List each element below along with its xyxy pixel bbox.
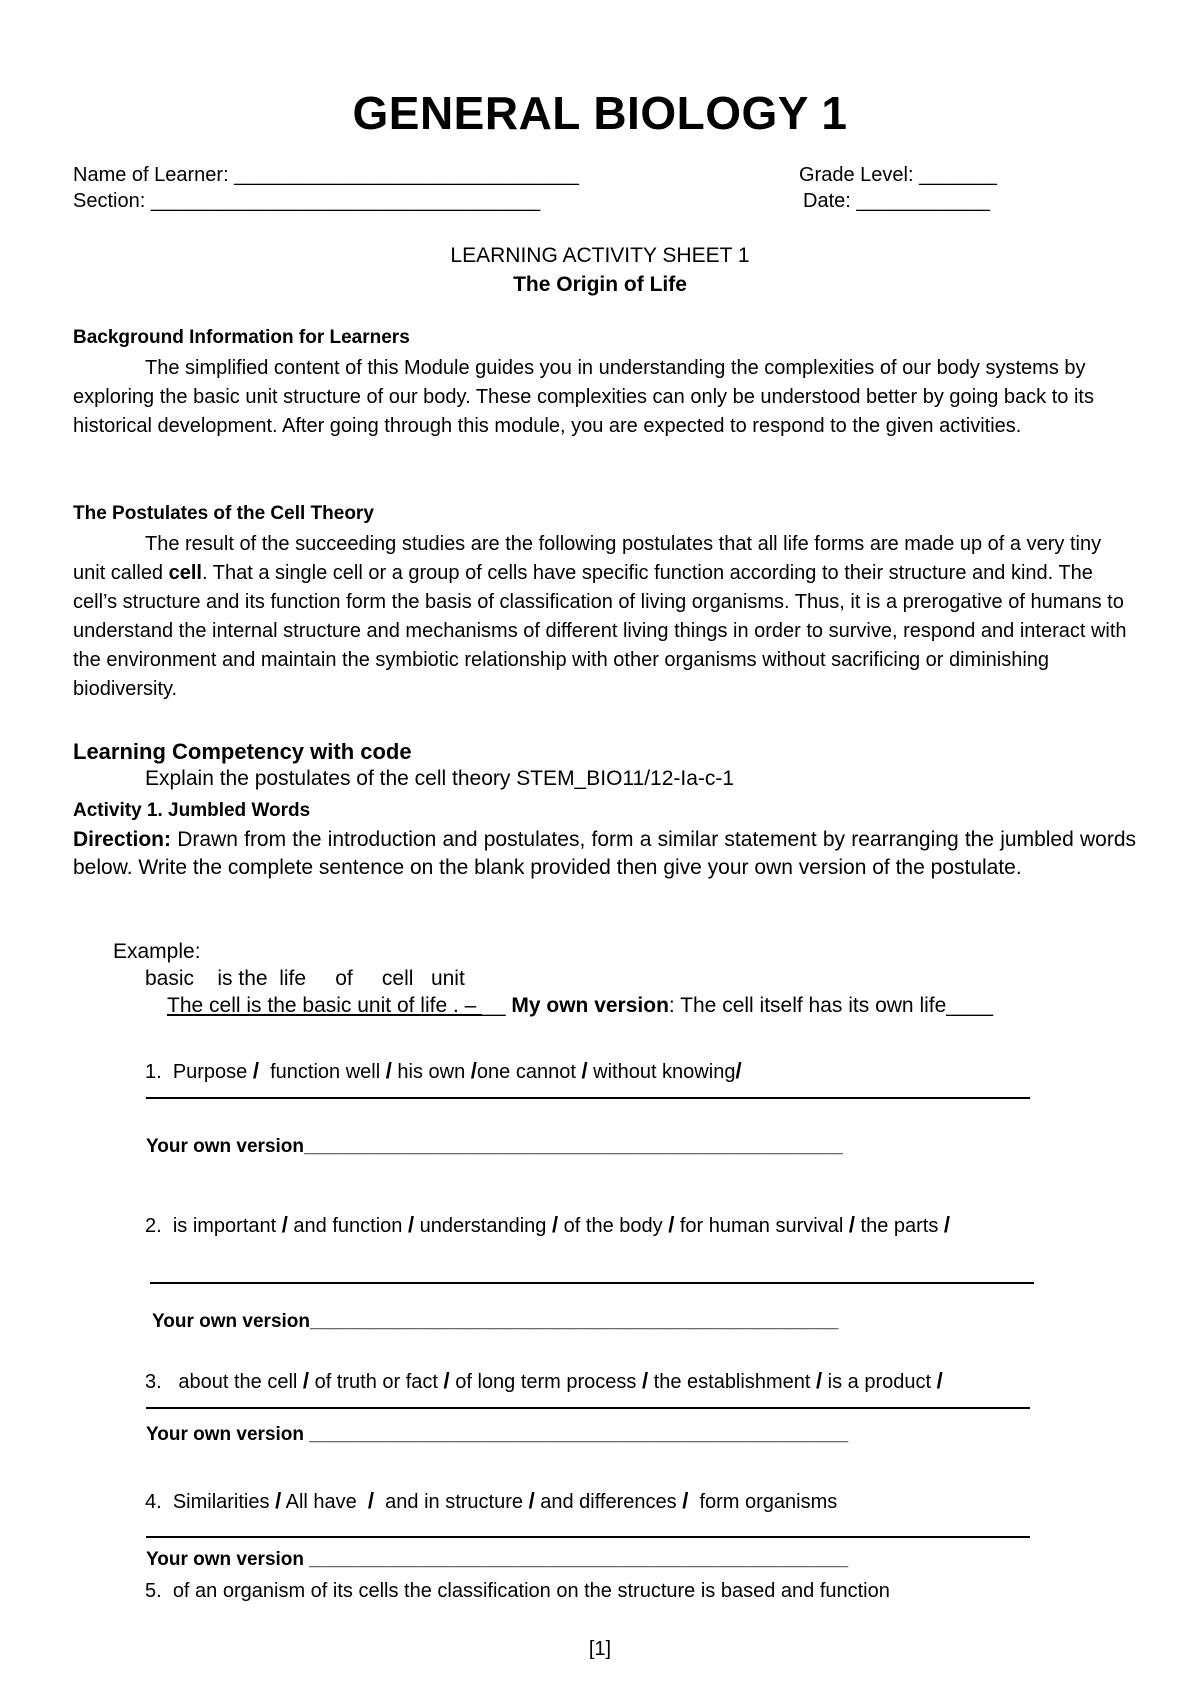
separator: / (275, 1488, 282, 1513)
separator: / (735, 1058, 742, 1083)
background-paragraph (73, 354, 1136, 441)
separator: / (641, 1368, 649, 1393)
item-4-part: Similarities (172, 1491, 276, 1513)
item-4-part: and in structure (374, 1491, 529, 1513)
item-4-part: and differences (534, 1491, 683, 1513)
postulates-text-1: The result of the succeeding studies are the following postulates that all life forms are made up of a very tiny unit called (73, 533, 1102, 584)
separator: / (668, 1212, 675, 1237)
item-2-own-version[interactable]: Your own version__________________________________________________ (152, 1311, 839, 1332)
separator: / (815, 1368, 823, 1393)
item-4-answer-line[interactable] (146, 1536, 1030, 1538)
background-text: The simplified content of this Module guides you in understanding the complexities of our body systems by exploring the basic unit structure of our body. These complexities can only be understood better by going back to its historical development. After going through this module, you are expected to respond to the given activities. (73, 357, 1094, 437)
competency-heading: Learning Competency with code (73, 739, 412, 764)
separator: / (385, 1058, 392, 1083)
item-3 (145, 1368, 943, 1394)
item-5-number: 5. (145, 1580, 162, 1602)
item-5 (145, 1580, 890, 1603)
item-2-part: of the body (558, 1215, 669, 1237)
item-3-own-version[interactable]: Your own version ___________________________________________________ (146, 1424, 849, 1445)
item-3-part: about the cell (178, 1371, 303, 1393)
separator: / (682, 1488, 689, 1513)
example-answer-gap: __ (482, 994, 512, 1017)
item-4-own-version[interactable]: Your own version ___________________________________________________ (146, 1549, 849, 1570)
direction-paragraph (73, 826, 1136, 882)
activity-heading: Activity 1. Jumbled Words (73, 800, 311, 821)
item-2-part: is important (172, 1215, 282, 1237)
separator: / (443, 1368, 450, 1393)
separator: / (281, 1212, 288, 1237)
example-own-text: : The cell itself has its own life____ (668, 994, 994, 1017)
sheet-heading: LEARNING ACTIVITY SHEET 1 (450, 244, 750, 267)
item-4-part: form organisms (688, 1491, 838, 1513)
item-3-number: 3. (145, 1371, 162, 1393)
separator: / (848, 1212, 855, 1237)
document-title: GENERAL BIOLOGY 1 (352, 87, 848, 139)
item-4-number: 4. (145, 1491, 162, 1513)
item-3-part: of long term process (449, 1371, 642, 1393)
separator: / (407, 1212, 415, 1237)
background-heading: Background Information for Learners (73, 327, 410, 348)
direction-label: Direction: (73, 828, 172, 851)
item-4 (145, 1488, 837, 1514)
example-own-label: My own version (511, 994, 669, 1017)
item-3-part: is a product (822, 1371, 937, 1393)
item-1-part: his own (391, 1061, 471, 1083)
separator: / (936, 1368, 943, 1393)
competency-text: Explain the postulates of the cell theory STEM_BIO11/12-Ia-c-1 (145, 767, 735, 790)
separator: / (470, 1058, 477, 1083)
item-1-part: Purpose (172, 1061, 253, 1083)
separator: / (528, 1488, 535, 1513)
item-2-part: and function (287, 1215, 408, 1237)
name-of-learner-field: Name of Learner: _______________________________ (73, 164, 580, 186)
postulates-heading: The Postulates of the Cell Theory (73, 503, 374, 524)
item-2-answer-line[interactable] (150, 1282, 1034, 1284)
separator: / (943, 1212, 951, 1237)
item-3-answer-line[interactable] (146, 1407, 1030, 1409)
example-label: Example: (113, 940, 201, 963)
example-answer: The cell is the basic unit of life . – (167, 994, 483, 1017)
item-1 (145, 1058, 742, 1084)
page-number: [1] (588, 1638, 612, 1660)
item-1-part: without knowing (587, 1061, 736, 1083)
example-answer-line (167, 994, 993, 1018)
section-field: Section: ___________________________________ (73, 190, 541, 212)
postulates-text-2: . That a single cell or a group of cells have specific function according to their structure and kind. The cell’s structure and its function form the basis of classification of living organisms. Thus, it is a prerogative of humans to understand the internal structure and mechanisms of different living things in order to survive, respond and interact with the environment and maintain the symbiotic relationship with other organisms without sacrificing or diminishing biodiversity. (73, 562, 1127, 700)
item-3-part: of truth or fact (309, 1371, 444, 1393)
item-2 (145, 1212, 950, 1238)
item-2-part: understanding (414, 1215, 552, 1237)
grade-level-field: Grade Level: _______ (799, 164, 997, 186)
item-1-number: 1. (145, 1061, 162, 1083)
item-2-part: for human survival (674, 1215, 849, 1237)
separator: / (302, 1368, 310, 1393)
example-jumbled-words: basic is the life of cell unit (145, 967, 465, 990)
separator: / (367, 1488, 375, 1513)
item-2-part: the parts (854, 1215, 944, 1237)
separator: / (581, 1058, 588, 1083)
direction-text: Drawn from the introduction and postulates, form a similar statement by rearranging the jumbled words below. Write the complete sentence on the blank provided then give your own version of the postulate. (73, 828, 1136, 879)
item-1-part: function well (259, 1061, 386, 1083)
item-1-own-version[interactable]: Your own version___________________________________________________ (146, 1136, 843, 1157)
sheet-subtitle: The Origin of Life (513, 273, 687, 296)
item-2-number: 2. (145, 1215, 162, 1237)
item-1-answer-line[interactable] (146, 1097, 1030, 1099)
separator: / (551, 1212, 559, 1237)
item-4-part: All have (281, 1491, 368, 1513)
postulates-paragraph (73, 530, 1136, 704)
separator: / (252, 1058, 259, 1083)
postulates-bold-word: cell (168, 562, 202, 584)
item-3-part: the establishment (648, 1371, 816, 1393)
item-5-text: of an organism of its cells the classification on the structure is based and function (172, 1580, 890, 1602)
date-field: Date: ____________ (803, 190, 990, 212)
item-1-part: one cannot (476, 1061, 582, 1083)
